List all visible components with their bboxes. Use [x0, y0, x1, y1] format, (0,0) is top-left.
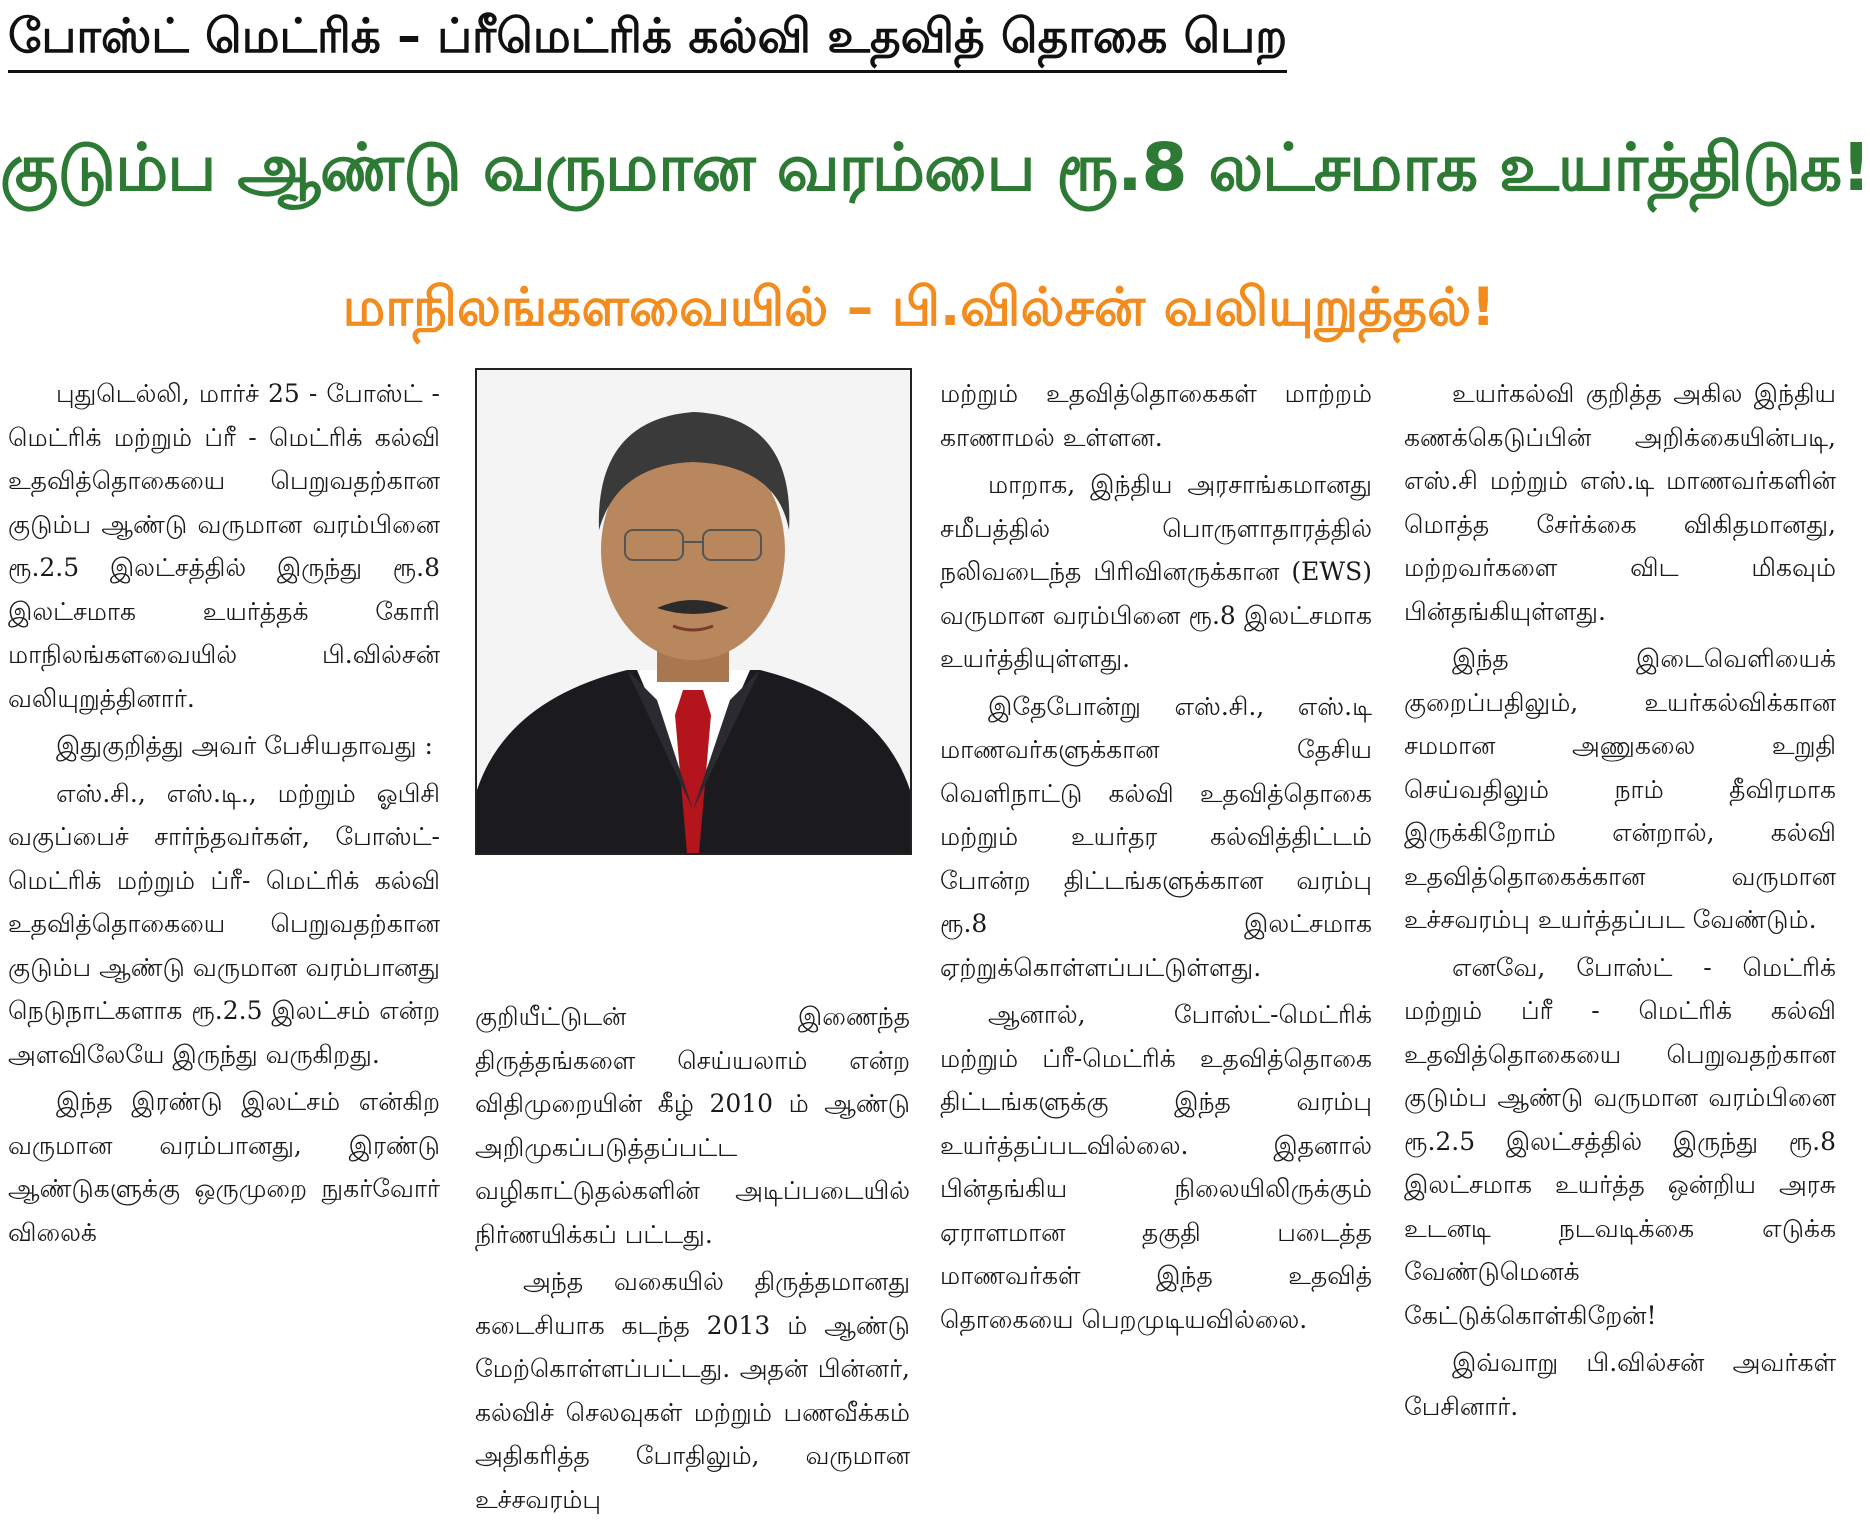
paragraph: மாறாக, இந்திய அரசாங்கமானது சமீபத்தில் பொருளாதாரத்தில் நலிவடைந்த பிரிவினருக்கான (EWS) வருமான வரம்பினை ரூ.8 இலட்சமாக உயர்த்தியுள்ளது. [940, 470, 1372, 673]
article-column-2 [475, 995, 910, 1514]
article-column-1 [8, 372, 440, 1477]
portrait-illustration [477, 370, 910, 853]
article-column-4 [1404, 372, 1836, 1477]
paragraph: உயர்கல்வி குறித்த அகில இந்திய கணக்கெடுப்பின் அறிக்கையின்படி, எஸ்.சி மற்றும் எஸ்.டி மாணவர்களின் மொத்த சேர்க்கை விகிதமானது, மற்றவர்களை விட மிகவும் பின்தங்கியுள்ளது. [1404, 379, 1836, 626]
article-column-3 [940, 372, 1372, 1477]
paragraph: இந்த இடைவெளியைக் குறைப்பதிலும், உயர்கல்விக்கான சமமான அணுகலை உறுதி செய்வதிலும் நாம் தீவிரமாக இருக்கிறோம் என்றால், கல்வி உதவித்தொகைக்கான வருமான உச்சவரம்பு உயர்த்தப்பட வேண்டும். [1404, 644, 1836, 934]
paragraph: இந்த இரண்டு இலட்சம் என்கிற வருமான வரம்பானது, இரண்டு ஆண்டுகளுக்கு ஒருமுறை நுகர்வோர் விலைக் [8, 1087, 440, 1247]
sub-headline: மாநிலங்களவையில் – பி.வில்சன் வலியுறுத்தல்! [342, 277, 1496, 338]
portrait-photo [475, 368, 912, 855]
paragraph: மற்றும் உதவித்தொகைகள் மாற்றம் காணாமல் உள்ளன. [940, 379, 1372, 452]
paragraph: ஆனால், போஸ்ட்-மெட்ரிக் மற்றும் ப்ரீ-மெட்ரிக் உதவித்தொகை திட்டங்களுக்கு இந்த வரம்பு உயர்த்தப்படவில்லை. இதனால் பின்தங்கிய நிலையிலிருக்கும் ஏராளமான தகுதி படைத்த மாணவர்கள் இந்த உதவித் தொகையை பெறமுடியவில்லை. [940, 1000, 1372, 1334]
paragraph: புதுடெல்லி, மார்ச் 25 - போஸ்ட் - மெட்ரிக் மற்றும் ப்ரீ - மெட்ரிக் கல்வி உதவித்தொகையை பெறுவதற்கான குடும்ப ஆண்டு வருமான வரம்பினை ரூ.2.5 இலட்சத்தில் இருந்து ரூ.8 இலட்சமாக உயர்த்தக் கோரி மாநிலங்களவையில் பி.வில்சன் வலியுறுத்தினார். [8, 379, 440, 713]
main-headline: குடும்ப ஆண்டு வருமான வரம்பை ரூ.8 லட்சமாக உயர்த்திடுக! [0, 129, 1870, 206]
paragraph: எனவே, போஸ்ட் - மெட்ரிக் மற்றும் ப்ரீ - மெட்ரிக் கல்வி உதவித்தொகையை பெறுவதற்கான குடும்ப ஆண்டு வருமான வரம்பினை ரூ.2.5 இலட்சத்தில் இருந்து ரூ.8 இலட்சமாக உயர்த்த ஒன்றிய அரசு உடனடி நடவடிக்கை எடுக்க வேண்டுமெனக் கேட்டுக்கொள்கிறேன்! [1404, 952, 1836, 1330]
paragraph: இவ்வாறு பி.வில்சன் அவர்கள் பேசினார். [1404, 1348, 1836, 1421]
paragraph: அந்த வகையில் திருத்தமானது கடைசியாக கடந்த 2013 ம் ஆண்டு மேற்கொள்ளப்பட்டது. அதன் பின்னர், கல்விச் செலவுகள் மற்றும் பணவீக்கம் அதிகரித்த போதிலும், வருமான உச்சவரம்பு [475, 1267, 910, 1514]
paragraph: குறியீட்டுடன் இணைந்த திருத்தங்களை செய்யலாம் என்ற விதிமுறையின் கீழ் 2010 ம் ஆண்டு அறிமுகப்படுத்தப்பட்ட வழிகாட்டுதல்களின் அடிப்படையில் நிர்ணயிக்கப் பட்டது. [475, 1002, 910, 1249]
paragraph: இதுகுறித்து அவர் பேசியதாவது : [56, 731, 433, 760]
paragraph: இதேபோன்று எஸ்.சி., எஸ்.டி மாணவர்களுக்கான தேசிய வெளிநாட்டு கல்வி உதவித்தொகை மற்றும் உயர்தர கல்வித்திட்டம் போன்ற திட்டங்களுக்கான வரம்பு ரூ.8 இலட்சமாக ஏற்றுக்கொள்ளப்பட்டுள்ளது. [940, 691, 1372, 982]
paragraph: எஸ்.சி., எஸ்.டி., மற்றும் ஓபிசி வகுப்பைச் சார்ந்தவர்கள், போஸ்ட்- மெட்ரிக் மற்றும் ப்ரீ- மெட்ரிக் கல்வி உதவித்தொகையை பெறுவதற்கான குடும்ப ஆண்டு வருமான வரம்பானது நெடுநாட்களாக ரூ.2.5 இலட்சம் என்ற அளவிலேயே இருந்து வருகிறது. [8, 778, 440, 1069]
kicker-heading: போஸ்ட் மெட்ரிக் – ப்ரீமெட்ரிக் கல்வி உதவித் தொகை பெற [8, 6, 1287, 73]
